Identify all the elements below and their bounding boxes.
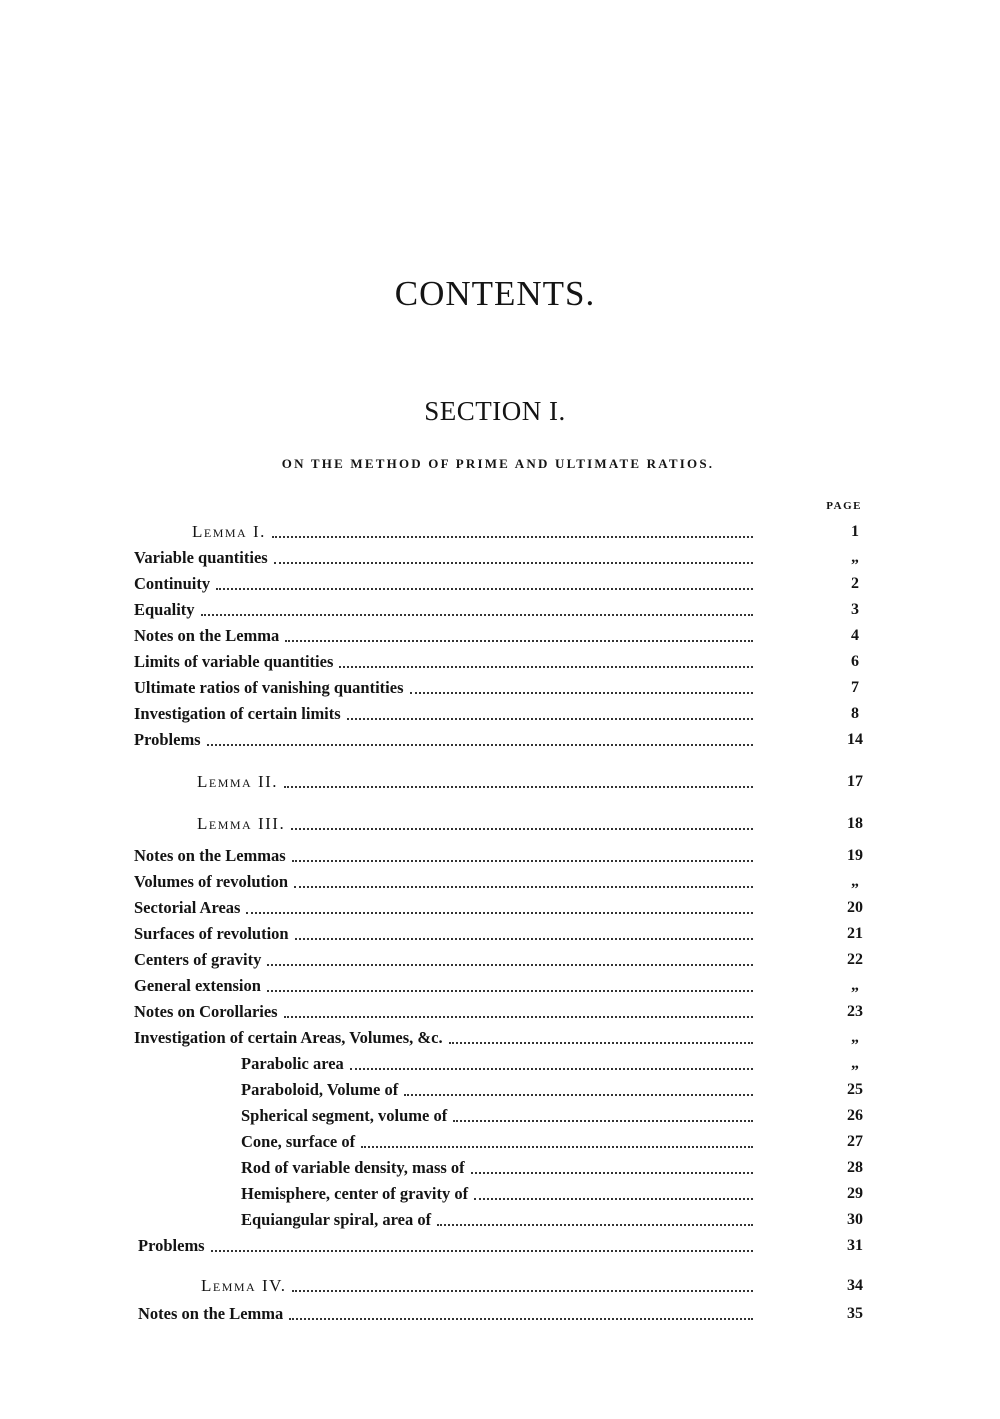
entry-label: Notes on the Lemma: [138, 1304, 284, 1323]
entry-label: Limits of variable quantities: [134, 652, 334, 671]
entry-page: 28: [847, 1159, 863, 1176]
entry-page: 25: [847, 1081, 863, 1098]
entry-label: Cone, surface of: [241, 1132, 356, 1151]
dot-leader: [284, 785, 753, 788]
entry-label: Notes on the Lemmas: [134, 846, 286, 865]
entry-page: 23: [847, 1003, 863, 1020]
toc-entry[interactable]: [241, 1206, 863, 1230]
entry-page: 22: [847, 951, 863, 968]
toc-entry[interactable]: [134, 998, 863, 1022]
entry-page: „: [851, 549, 859, 566]
toc-entry[interactable]: [192, 518, 859, 542]
dot-leader: [361, 1145, 753, 1148]
entry-label: Lemma I.: [192, 522, 266, 541]
dot-leader: [201, 613, 753, 616]
dot-leader: [449, 1041, 753, 1044]
dot-leader: [246, 911, 753, 914]
entry-label: Hemisphere, center of gravity of: [241, 1184, 469, 1203]
toc-entry[interactable]: [134, 842, 863, 866]
entry-page: 21: [847, 925, 863, 942]
entry-page: 31: [847, 1237, 863, 1254]
entry-page: 20: [847, 899, 863, 916]
entry-label: Parabolic area: [241, 1054, 344, 1073]
toc-entry[interactable]: [241, 1128, 863, 1152]
entry-page: 26: [847, 1107, 863, 1124]
entry-label: Problems: [138, 1236, 205, 1255]
entry-page: 1: [851, 523, 859, 540]
dot-leader: [410, 691, 753, 694]
entry-label: Lemma IV.: [201, 1276, 287, 1295]
dot-leader: [284, 1015, 753, 1018]
toc-entry[interactable]: [134, 1024, 859, 1048]
dot-leader: [289, 1317, 753, 1320]
dot-leader: [272, 535, 753, 538]
entry-page: 19: [847, 847, 863, 864]
toc-entry[interactable]: [134, 700, 859, 724]
dot-leader: [437, 1223, 753, 1226]
dot-leader: [292, 859, 753, 862]
dot-leader: [285, 639, 753, 642]
toc-entry[interactable]: [134, 674, 859, 698]
entry-page: 3: [851, 601, 859, 618]
toc-entry[interactable]: [134, 920, 863, 944]
entry-label: Surfaces of revolution: [134, 924, 289, 943]
dot-leader: [295, 937, 753, 940]
dot-leader: [453, 1119, 753, 1122]
dot-leader: [471, 1171, 753, 1174]
dot-leader: [294, 885, 753, 888]
entry-label: Investigation of certain Areas, Volumes, &c.: [134, 1028, 443, 1047]
entry-label: Equiangular spiral, area of: [241, 1210, 432, 1229]
dot-leader: [347, 717, 753, 720]
dot-leader: [291, 827, 753, 830]
page-title: CONTENTS.: [394, 274, 596, 313]
toc-entry[interactable]: [197, 810, 863, 834]
entry-page: 2: [851, 575, 859, 592]
entry-page: 35: [847, 1305, 863, 1322]
dot-leader: [404, 1093, 753, 1096]
entry-page: 17: [847, 773, 863, 790]
dot-leader: [339, 665, 753, 668]
entry-page: „: [851, 873, 859, 890]
entry-label: Investigation of certain limits: [134, 704, 341, 723]
entry-page: 7: [851, 679, 859, 696]
entry-page: 27: [847, 1133, 863, 1150]
toc-entry[interactable]: [241, 1180, 863, 1204]
toc-entry[interactable]: [134, 868, 859, 892]
entry-label: Problems: [134, 730, 201, 749]
toc-entry[interactable]: [197, 768, 863, 792]
dot-leader: [207, 743, 753, 746]
entry-label: Lemma III.: [197, 814, 286, 833]
dot-leader: [292, 1289, 753, 1292]
dot-leader: [274, 561, 753, 564]
entry-page: 18: [847, 815, 863, 832]
entry-label: Notes on Corollaries: [134, 1002, 278, 1021]
toc-entry[interactable]: [134, 544, 859, 568]
toc-entry[interactable]: [134, 726, 863, 750]
entry-page: 4: [851, 627, 859, 644]
entry-page: „: [851, 1029, 859, 1046]
entry-page: 6: [851, 653, 859, 670]
dot-leader: [211, 1249, 753, 1252]
toc-entry[interactable]: [138, 1232, 863, 1256]
entry-label: Sectorial Areas: [134, 898, 241, 917]
toc-entry[interactable]: [134, 972, 859, 996]
entry-label: Continuity: [134, 574, 211, 593]
entry-label: Spherical segment, volume of: [241, 1106, 448, 1125]
dot-leader: [267, 989, 753, 992]
entry-label: Centers of gravity: [134, 950, 262, 969]
toc-entry[interactable]: [134, 946, 863, 970]
entry-page: 30: [847, 1211, 863, 1228]
entry-label: Ultimate ratios of vanishing quantities: [134, 678, 404, 697]
entry-page: 8: [851, 705, 859, 722]
entry-label: Variable quantities: [134, 548, 268, 567]
entry-label: Rod of variable density, mass of: [241, 1158, 465, 1177]
entry-page: „: [851, 1055, 859, 1072]
entry-label: General extension: [134, 976, 261, 995]
dot-leader: [267, 963, 753, 966]
entry-label: Lemma II.: [197, 772, 279, 791]
toc-entry[interactable]: [134, 894, 863, 918]
entry-label: Notes on the Lemma: [134, 626, 280, 645]
entry-page: 14: [847, 731, 863, 748]
toc-entry[interactable]: [134, 622, 859, 646]
toc-entry[interactable]: [241, 1050, 859, 1074]
toc-entry[interactable]: [201, 1272, 863, 1296]
dot-leader: [350, 1067, 753, 1070]
dot-leader: [474, 1197, 753, 1200]
toc-entry[interactable]: [134, 648, 859, 672]
entry-page: 29: [847, 1185, 863, 1202]
toc-entry[interactable]: [241, 1102, 863, 1126]
dot-leader: [216, 587, 753, 590]
entry-page: 34: [847, 1277, 863, 1294]
page-column-header: PAGE: [826, 500, 862, 512]
entry-label: Equality: [134, 600, 195, 619]
entry-label: Volumes of revolution: [134, 872, 289, 891]
toc-entry[interactable]: [241, 1076, 863, 1100]
entry-page: „: [851, 977, 859, 994]
section-heading: SECTION I.: [424, 396, 566, 426]
toc-entry[interactable]: [134, 570, 859, 594]
toc-entry[interactable]: [241, 1154, 863, 1178]
section-subtitle: ON THE METHOD OF PRIME AND ULTIMATE RATIOS.: [281, 456, 715, 471]
toc-entry[interactable]: [134, 596, 859, 620]
toc-entry[interactable]: [138, 1300, 863, 1324]
entry-label: Paraboloid, Volume of: [241, 1080, 399, 1099]
